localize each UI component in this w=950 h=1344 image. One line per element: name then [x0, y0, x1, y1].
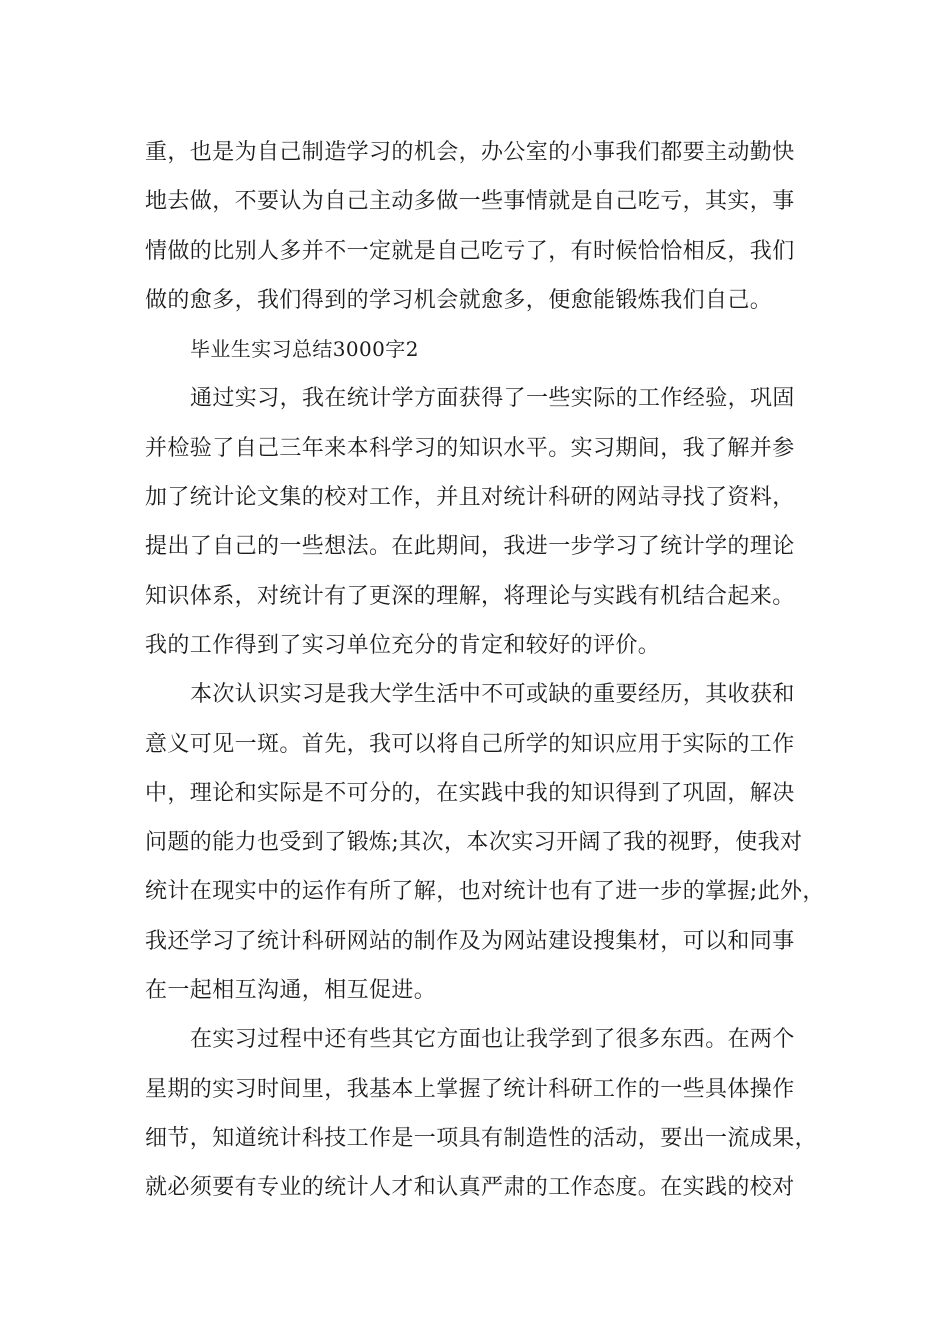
text-line: 我还学习了统计科研网站的制作及为网站建设搜集材，可以和同事: [145, 928, 795, 954]
section-heading: 毕业生实习总结3000字2: [190, 337, 419, 362]
text-line: 地去做，不要认为自己主动多做一些事情就是自己吃亏，其实，事: [145, 189, 795, 215]
text-line: 意义可见一斑。首先，我可以将自己所学的知识应用于实际的工作: [145, 731, 795, 757]
text-line: 知识体系，对统计有了更深的理解，将理论与实践有机结合起来。: [145, 583, 795, 609]
text-line: 星期的实习时间里，我基本上掌握了统计科研工作的一些具体操作: [145, 1076, 795, 1102]
text-line: 细节，知道统计科技工作是一项具有制造性的活动，要出一流成果，: [145, 1125, 818, 1151]
text-line: 问题的能力也受到了锻炼;其次，本次实习开阔了我的视野，使我对: [145, 830, 803, 856]
text-line: 并检验了自己三年来本科学习的知识水平。实习期间，我了解并参: [145, 435, 795, 461]
text-line: 我的工作得到了实习单位充分的肯定和较好的评价。: [145, 632, 661, 658]
text-line: 本次认识实习是我大学生活中不可或缺的重要经历，其收获和: [190, 682, 795, 708]
text-line: 通过实习，我在统计学方面获得了一些实际的工作经验，巩固: [190, 386, 795, 412]
text-line: 情做的比别人多并不一定就是自己吃亏了，有时候恰恰相反，我们: [145, 238, 795, 264]
text-line: 就必须要有专业的统计人才和认真严肃的工作态度。在实践的校对: [145, 1175, 795, 1201]
text-line: 统计在现实中的运作有所了解，也对统计也有了进一步的掌握;此外，: [145, 879, 825, 905]
text-line: 重，也是为自己制造学习的机会，办公室的小事我们都要主动勤快: [145, 140, 795, 165]
document-body: [145, 128, 835, 1213]
text-line: 在一起相互沟通，相互促进。: [145, 978, 437, 1004]
text-line: 提出了自己的一些想法。在此期间，我进一步学习了统计学的理论: [145, 534, 795, 560]
text-line: 中，理论和实际是不可分的，在实践中我的知识得到了巩固，解决: [145, 780, 795, 806]
text-line: 做的愈多，我们得到的学习机会就愈多，便愈能锻炼我们自己。: [145, 287, 773, 313]
text-line: 在实习过程中还有些其它方面也让我学到了很多东西。在两个: [190, 1027, 795, 1053]
text-line: 加了统计论文集的校对工作，并且对统计科研的网站寻找了资料，: [145, 485, 795, 511]
